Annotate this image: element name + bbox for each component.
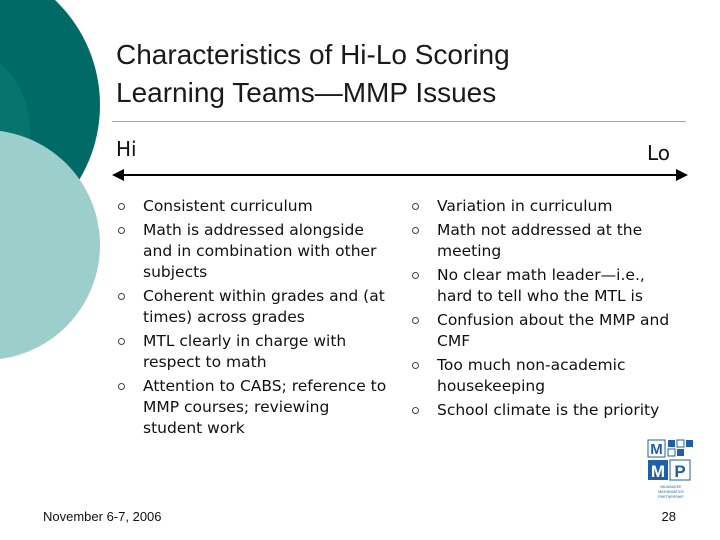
list-item	[118, 286, 390, 328]
footer-date: November 6-7, 2006	[43, 509, 162, 524]
bullet-circle-icon	[412, 362, 419, 369]
list-item	[118, 331, 390, 373]
list-item	[412, 310, 680, 352]
list-item	[412, 400, 680, 421]
bullet-circle-icon	[118, 383, 125, 390]
list-item-text: School climate is the priority	[437, 401, 660, 419]
svg-text:M: M	[650, 462, 666, 481]
lo-characteristics-list	[412, 196, 680, 424]
svg-text:MATHEMATICS: MATHEMATICS	[658, 490, 684, 494]
list-item-text: Confusion about the MMP and CMF	[437, 311, 670, 350]
list-item-text: MTL clearly in charge with respect to math	[143, 332, 347, 371]
svg-text:MILWAUKEE: MILWAUKEE	[660, 485, 682, 489]
list-item-text: Too much non-academic housekeeping	[437, 356, 626, 395]
bullet-circle-icon	[412, 272, 419, 279]
list-item-text: Variation in curriculum	[437, 197, 613, 215]
slide-title-line1: Characteristics of Hi-Lo Scoring	[116, 39, 510, 70]
bullet-circle-icon	[412, 407, 419, 414]
list-item-text: Math not addressed at the meeting	[437, 221, 643, 260]
list-item	[412, 355, 680, 397]
mmp-logo-icon	[644, 438, 700, 502]
list-item	[118, 376, 390, 439]
double-arrow-icon	[112, 167, 688, 183]
slide-title-line2: Learning Teams—MMP Issues	[116, 77, 497, 108]
slide-title	[116, 36, 686, 112]
title-divider	[112, 121, 686, 122]
page-number: 28	[661, 509, 676, 524]
list-item	[118, 196, 390, 217]
list-item-text: Math is addressed alongside and in combination with other subjects	[143, 221, 377, 281]
bullet-circle-icon	[412, 317, 419, 324]
list-item	[118, 220, 390, 283]
bullet-circle-icon	[118, 203, 125, 210]
list-item-text: Attention to CABS; reference to MMP courses; reviewing student work	[143, 377, 387, 437]
bullet-circle-icon	[118, 227, 125, 234]
list-item-text: Consistent curriculum	[143, 197, 313, 215]
bullet-circle-icon	[118, 293, 125, 300]
list-item	[412, 196, 680, 217]
svg-text:PARTNERSHIP: PARTNERSHIP	[658, 495, 684, 499]
list-item-text: Coherent within grades and (at times) across grades	[143, 287, 385, 326]
lo-label: Lo	[646, 141, 670, 165]
bullet-circle-icon	[412, 203, 419, 210]
bullet-circle-icon	[412, 227, 419, 234]
hi-characteristics-list	[118, 196, 390, 442]
svg-text:P: P	[674, 462, 686, 481]
list-item-text: No clear math leader—i.e., hard to tell who the MTL is	[437, 266, 645, 305]
list-item	[412, 265, 680, 307]
svg-text:M: M	[650, 441, 663, 458]
hi-label: Hi	[116, 137, 137, 161]
bullet-circle-icon	[118, 338, 125, 345]
list-item	[412, 220, 680, 262]
decorative-teal-circles	[0, 0, 120, 540]
